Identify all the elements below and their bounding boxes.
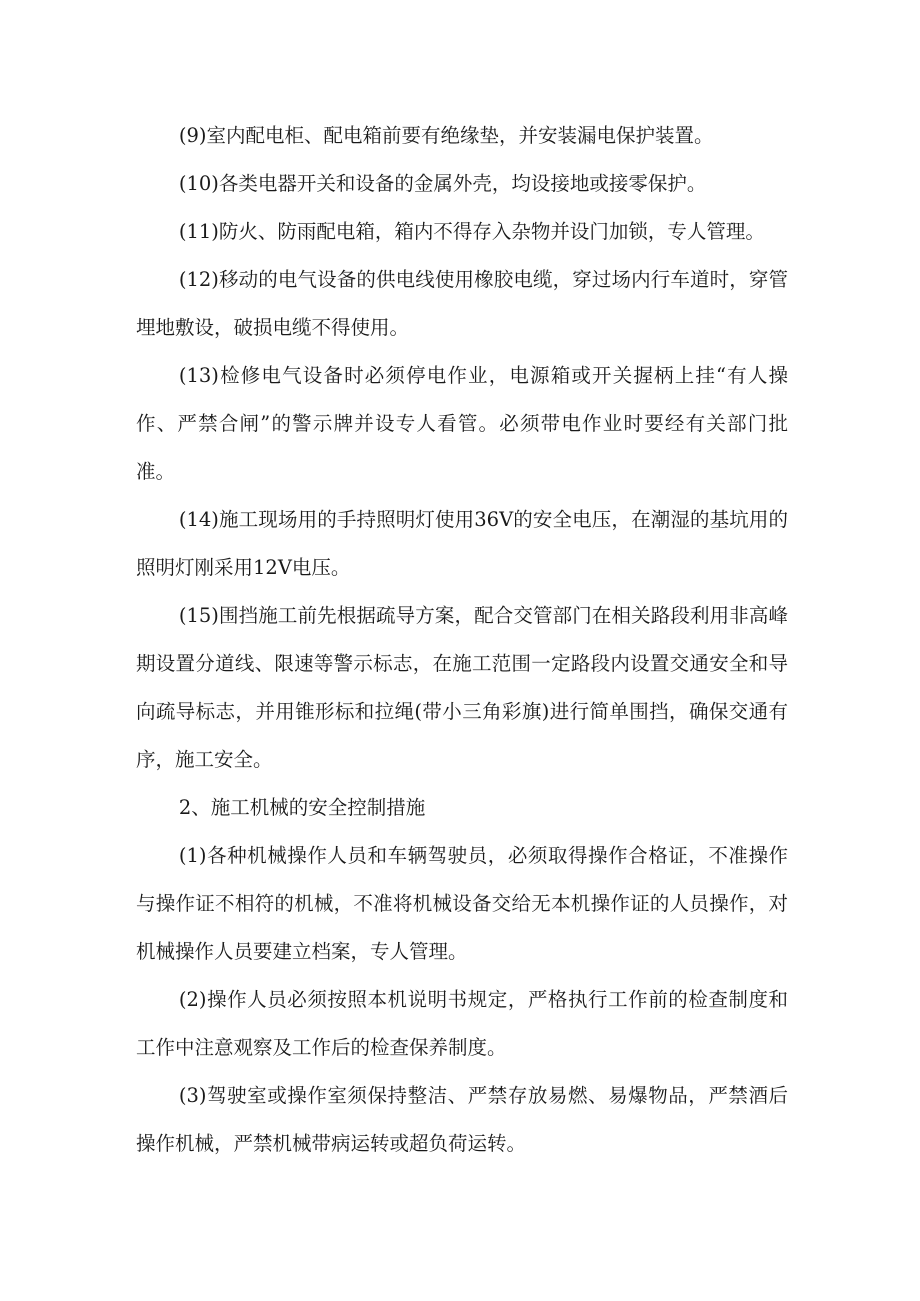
paragraph-item-9: (9)室内配电柜、配电箱前要有绝缘垫，并安装漏电保护装置。 (178, 124, 714, 147)
document-body (136, 112, 788, 1168)
paragraph-item-11: (11)防火、防雨配电箱，箱内不得存入杂物并设门加锁，专人管理。 (178, 220, 765, 243)
paragraph-item-15: (15)围挡施工前先根据疏导方案，配合交管部门在相关路段利用非高峰期设置分道线、限速等警示标志，在施工范围一定路段内设置交通安全和导向疏导标志，并用锥形标和拉绳(带小三角彩旗)进行简单围挡，确保交通有序，施工安全。 (136, 604, 788, 771)
paragraph-item-10: (10)各类电器开关和设备的金属外壳，均设接地或接零保护。 (178, 172, 707, 195)
paragraph-item-13: (13)检修电气设备时必须停电作业，电源箱或开关握柄上挂“有人操作、严禁合闸”的警示牌并设专人看管。必须带电作业时要经有关部门批准。 (136, 364, 788, 483)
paragraph-item-1: (1)各种机械操作人员和车辆驾驶员，必须取得操作合格证，不准操作与操作证不相符的机械，不准将机械设备交给无本机操作证的人员操作，对机械操作人员要建立档案，专人管理。 (136, 844, 788, 963)
paragraph-item-3: (3)驾驶室或操作室须保持整洁、严禁存放易燃、易爆物品，严禁酒后操作机械，严禁机械带病运转或超负荷运转。 (136, 1084, 788, 1155)
paragraph-item-14: (14)施工现场用的手持照明灯使用36V的安全电压，在潮湿的基坑用的照明灯刚采用12V电压。 (136, 508, 788, 579)
section-heading: 2、施工机械的安全控制措施 (178, 796, 426, 819)
paragraph-item-12: (12)移动的电气设备的供电线使用橡胶电缆，穿过场内行车道时，穿管埋地敷设，破损电缆不得使用。 (136, 268, 788, 339)
paragraph-item-2: (2)操作人员必须按照本机说明书规定，严格执行工作前的检查制度和工作中注意观察及工作后的检查保养制度。 (136, 988, 788, 1059)
